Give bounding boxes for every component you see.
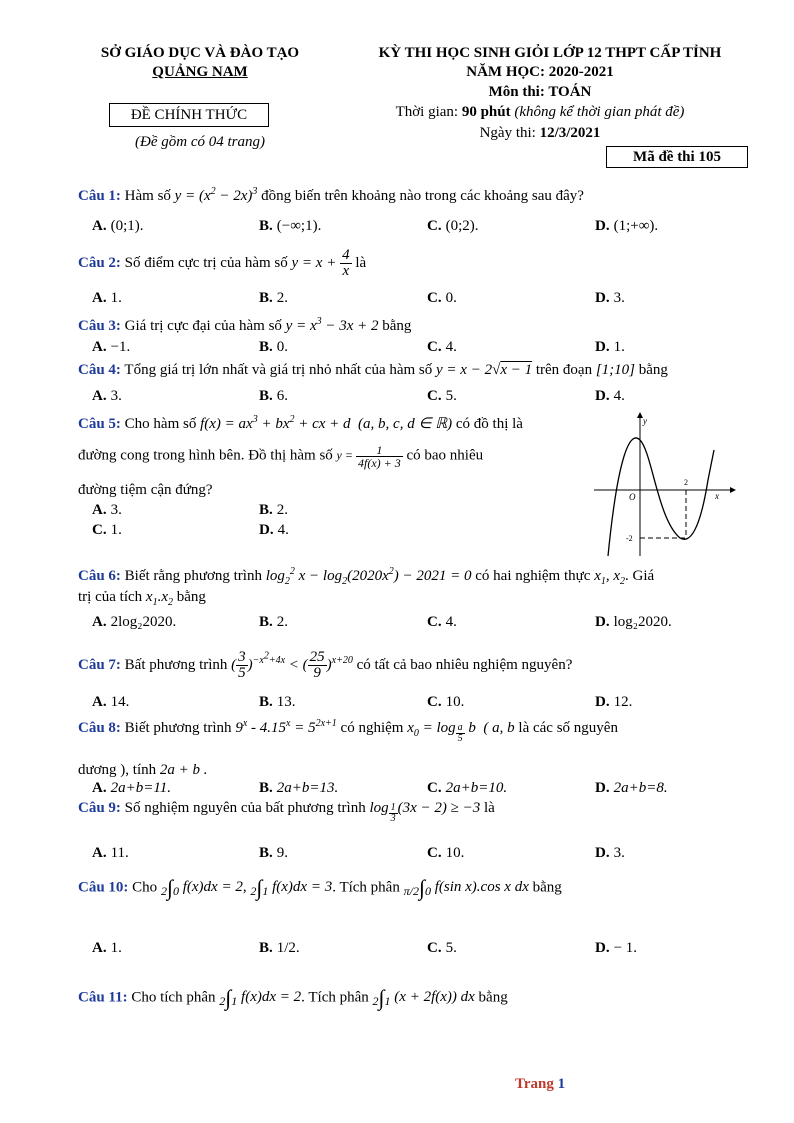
question-text: Hàm số	[124, 188, 171, 204]
question-text: bằng	[532, 879, 562, 896]
option-a[interactable]: A. 3.	[92, 502, 122, 518]
option-b[interactable]: B. 9.	[259, 845, 289, 861]
formula: $x_0 = \log$ $_{\frac{a}{5}}$ b ( a, b	[407, 720, 515, 745]
option-a[interactable]: A. 1.	[92, 290, 122, 306]
option-d[interactable]: D. 2a+b=8.	[595, 780, 668, 796]
question-text: bằng	[382, 318, 412, 334]
options-1	[92, 218, 752, 238]
formula: log $_{\frac{1}{3}}$ (3x − 2) ≥ −3	[369, 800, 481, 825]
time-label: Thời gian:	[395, 104, 462, 120]
question-text: Cho hàm số	[124, 416, 197, 432]
formula: y = $\frac{1}{4f(x) + 3}$	[336, 443, 401, 470]
question-1	[78, 186, 584, 205]
department-name: SỞ GIÁO DỤC VÀ ĐÀO TẠO	[100, 45, 300, 61]
question-8	[78, 718, 618, 744]
question-text: dương ), tính	[78, 762, 157, 778]
question-text: đường cong trong hình bên. Đồ thị hàm số	[78, 447, 333, 464]
question-5	[78, 414, 523, 433]
formula: 2∫1 (x + 2f(x)) dx	[372, 985, 475, 1010]
question-6-line2	[78, 589, 206, 608]
question-text: . Tích phân	[332, 879, 400, 896]
page-word: Trang	[515, 1076, 554, 1092]
option-d[interactable]: D. (1;+∞).	[595, 218, 659, 234]
x-axis-arrow	[730, 487, 736, 493]
question-label: Câu 11:	[78, 989, 128, 1006]
option-b[interactable]: B. 6.	[259, 388, 289, 404]
origin-label: O	[629, 492, 636, 502]
question-text: đồng biến trên khoảng nào trong các khoảng sau đây?	[261, 188, 584, 204]
school-year: NĂM HỌC: 2020-2021	[466, 64, 614, 80]
question-text: Cho	[132, 879, 158, 896]
option-b[interactable]: B. 2.	[259, 290, 289, 306]
page-number: 1	[557, 1076, 566, 1092]
option-b[interactable]: B. 2.	[259, 502, 289, 518]
option-a[interactable]: A. −1.	[92, 339, 131, 355]
option-b[interactable]: B. 13.	[259, 694, 296, 710]
question-11	[78, 985, 508, 1010]
page-footer	[515, 1076, 565, 1093]
formula: y = x − 2√x − 1	[436, 362, 533, 378]
option-c[interactable]: C. 0.	[427, 290, 457, 306]
formula: $y = (x^2 - 2x)^3$	[174, 186, 258, 204]
option-d[interactable]: D. 4.	[595, 388, 625, 404]
options-7	[92, 694, 752, 714]
question-label: Câu 2:	[78, 254, 121, 271]
formula: π/2∫0 f(sin x).cos x dx	[403, 875, 529, 900]
question-text: Biết phương trình	[124, 720, 232, 736]
time-note: (không kể thời gian phát đề)	[510, 104, 685, 120]
formula: $f(x) = ax^3 + bx^2$ + cx + d (a, b, c, d ∈ ℝ)	[200, 414, 453, 432]
formula: $y = x^3 - 3x + 2$	[285, 316, 379, 334]
question-10	[78, 875, 562, 900]
exam-code-box: Mã đề thi 105	[606, 146, 748, 168]
question-text: Cho tích phân	[131, 989, 216, 1006]
question-6	[78, 566, 654, 587]
option-c[interactable]: C. 10.	[427, 694, 465, 710]
subject: Môn thi: TOÁN	[488, 84, 592, 100]
interval: [1;10]	[595, 362, 635, 378]
question-text: có đồ thị là	[455, 416, 523, 432]
formula: 2∫0 f(x)dx = 2, 2∫1 f(x)dx = 3	[160, 875, 333, 900]
option-d[interactable]: D. 1.	[595, 339, 625, 355]
question-text: Tổng giá trị lớn nhất và giá trị nhỏ nhất của hàm số	[124, 362, 433, 378]
options-4	[92, 388, 752, 408]
option-a[interactable]: A. 11.	[92, 845, 129, 861]
question-text: . Tích phân	[301, 989, 369, 1006]
option-a[interactable]: A. 14.	[92, 694, 130, 710]
question-text: có tất cả bao nhiêu nghiệm nguyên?	[356, 656, 573, 673]
option-d[interactable]: D. log₂2020.	[595, 614, 672, 630]
question-label: Câu 3:	[78, 318, 121, 334]
option-b[interactable]: B. 2.	[259, 614, 289, 630]
formula: $x_1.x_2$	[145, 589, 173, 608]
question-5-line2	[78, 444, 483, 469]
option-d[interactable]: D. − 1.	[595, 940, 638, 956]
option-a[interactable]: A. 1.	[92, 940, 122, 956]
exam-time	[330, 104, 750, 121]
question-5-line3: đường tiệm cận đứng?	[78, 482, 213, 498]
question-text: trên đoạn	[535, 362, 593, 378]
formula: $x_1$, $x_2$	[594, 568, 626, 587]
question-text: là các số nguyên	[518, 720, 618, 736]
formula: y = x + $\frac{4}{x}$	[291, 247, 350, 279]
question-text: Bất phương trình	[124, 656, 228, 673]
question-9	[78, 800, 495, 824]
option-c[interactable]: C. 4.	[427, 339, 457, 355]
province-name: QUẢNG NAM	[152, 64, 248, 80]
option-d[interactable]: D. 3.	[595, 845, 625, 861]
question-text: Số nghiệm nguyên của bất phương trình	[124, 800, 366, 816]
option-b[interactable]: B. 1/2.	[259, 940, 300, 956]
option-a[interactable]: A. (0;1).	[92, 218, 144, 234]
cubic-graph	[590, 410, 740, 560]
option-c[interactable]: C. 10.	[427, 845, 465, 861]
question-8-line2	[78, 762, 208, 779]
formula: 2a + b .	[159, 762, 208, 778]
date-value: 12/3/2021	[539, 125, 601, 141]
option-c[interactable]: C. 2a+b=10.	[427, 780, 508, 796]
question-text: trị của tích	[78, 589, 143, 605]
option-c[interactable]: C. 5.	[427, 940, 457, 956]
option-d[interactable]: D. 4.	[259, 522, 289, 538]
options-9	[92, 845, 752, 865]
question-text: có hai nghiệm thực	[475, 568, 591, 584]
question-text: có nghiệm	[340, 720, 404, 736]
pages-note: (Đề gồm có 04 trang)	[135, 134, 265, 150]
option-a[interactable]: A. 2a+b=11.	[92, 780, 171, 796]
option-c[interactable]: C. (0;2).	[427, 218, 479, 234]
question-4	[78, 362, 668, 379]
question-text: Số điểm cực trị của hàm số	[124, 254, 288, 271]
question-text: là	[484, 800, 495, 816]
option-d[interactable]: D. 12.	[595, 694, 633, 710]
question-label: Câu 10:	[78, 879, 129, 896]
question-label: Câu 4:	[78, 362, 121, 378]
option-b[interactable]: B. 2a+b=13.	[259, 780, 339, 796]
question-label: Câu 5:	[78, 416, 121, 432]
question-text: Giá trị cực đại của hàm số	[124, 318, 282, 334]
y-tick-label: -2	[626, 534, 633, 543]
option-a[interactable]: A. 3.	[92, 388, 122, 404]
options-3	[92, 339, 752, 359]
question-text: Biết rằng phương trình	[124, 568, 262, 584]
formula: 2∫1 f(x)dx = 2	[219, 985, 302, 1010]
option-b[interactable]: B. 0.	[259, 339, 289, 355]
date-label: Ngày thi:	[479, 125, 540, 141]
question-text: bằng	[478, 989, 508, 1006]
question-2	[78, 248, 366, 279]
time-value: 90 phút	[461, 104, 511, 120]
x-tick-label: 2	[684, 478, 688, 487]
question-label: Câu 1:	[78, 188, 121, 204]
official-stamp: ĐỀ CHÍNH THỨC	[109, 103, 269, 127]
formula: ( $\frac{3}{5}$ )$^{-x^2+4x}$ < ( $\frac{25}{9}$ )$^{x+20}$	[231, 649, 353, 681]
options-6	[92, 614, 752, 634]
question-3	[78, 316, 411, 335]
option-c[interactable]: C. 5.	[427, 388, 457, 404]
option-b[interactable]: B. (−∞;1).	[259, 218, 322, 234]
y-label: y	[643, 416, 647, 426]
formula: $9^x - 4.15^x = 5^{2x+1}$	[235, 718, 337, 736]
question-text: bằng	[638, 362, 668, 378]
options-2	[92, 290, 752, 310]
question-text: có bao nhiêu	[406, 447, 484, 464]
exam-title: KỲ THI HỌC SINH GIỎI LỚP 12 THPT CẤP TỈNH	[378, 45, 722, 61]
option-c[interactable]: C. 1.	[92, 522, 122, 538]
options-10	[92, 940, 752, 960]
question-label: Câu 8:	[78, 720, 121, 736]
formula: $\log_2^2 x - \log_2(2020x^2) - 2021 = 0$	[265, 566, 472, 587]
question-label: Câu 9:	[78, 800, 121, 816]
x-label: x	[715, 491, 719, 501]
question-text: bằng	[176, 589, 206, 605]
option-c[interactable]: C. 4.	[427, 614, 457, 630]
option-a[interactable]: A. 2log₂2020.	[92, 614, 177, 630]
question-label: Câu 6:	[78, 568, 121, 584]
question-text: . Giá	[625, 568, 655, 584]
question-7	[78, 650, 572, 681]
options-8	[92, 780, 752, 800]
question-label: Câu 7:	[78, 656, 121, 673]
question-text: là	[355, 254, 367, 271]
exam-date	[330, 125, 750, 142]
option-d[interactable]: D. 3.	[595, 290, 625, 306]
